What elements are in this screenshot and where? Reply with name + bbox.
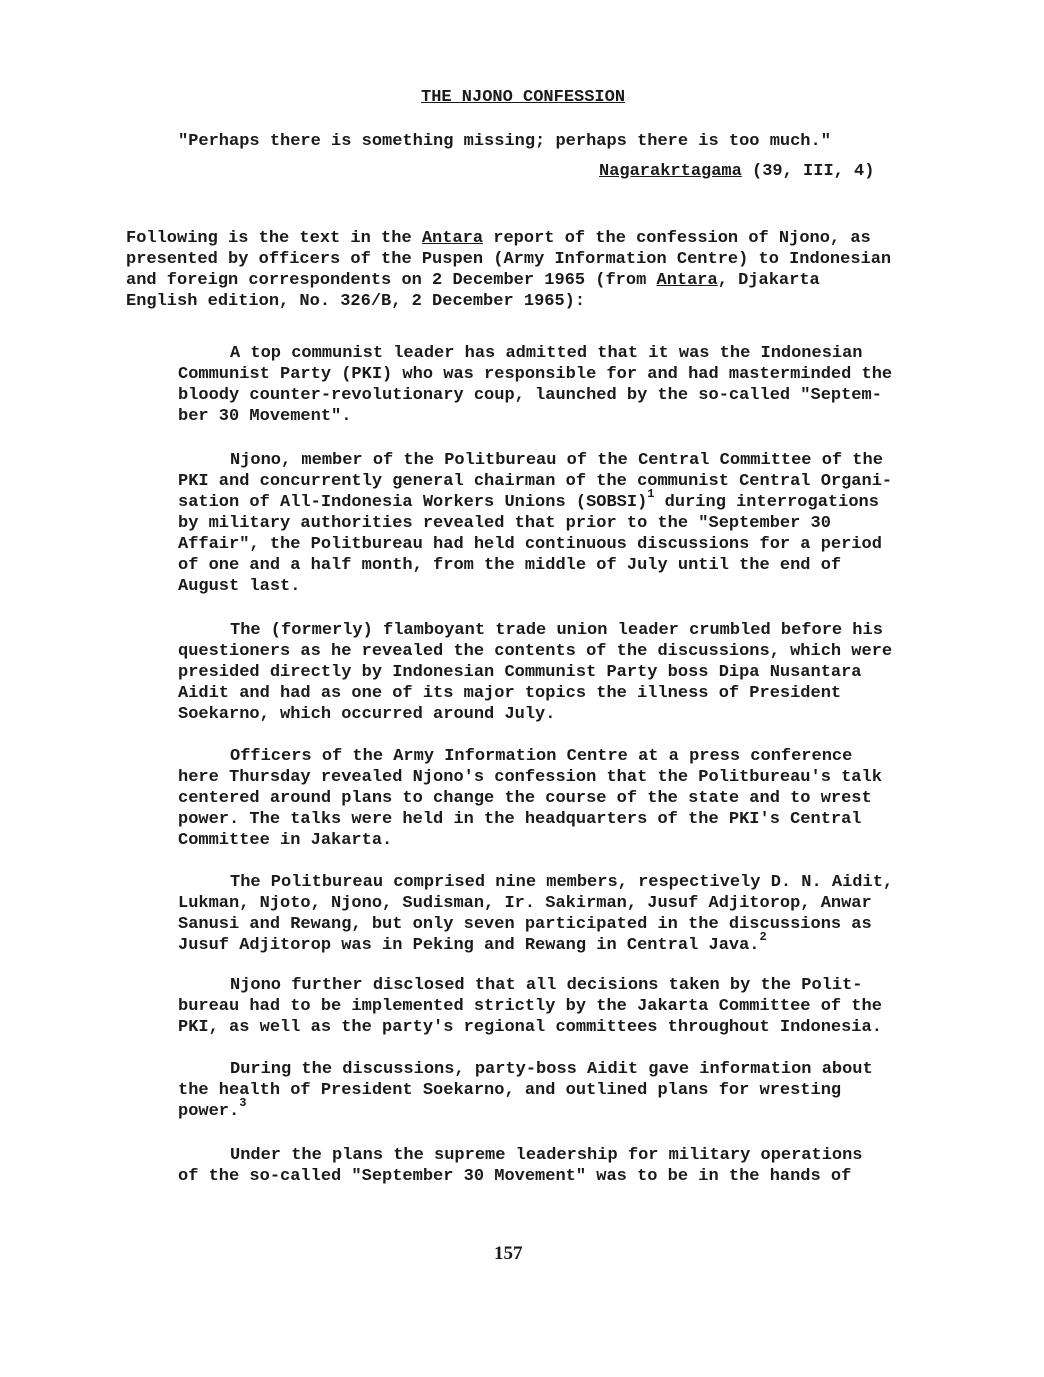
quote-paragraph-4 <box>178 746 923 851</box>
quote-paragraph-1 <box>178 343 923 427</box>
page-number: 157 <box>494 1243 523 1264</box>
paragraph-line: questioners as he revealed the contents of the discussions, which were <box>178 642 893 661</box>
paragraph-line: of the so-called "September 30 Movement" was to be in the hands of <box>178 1167 852 1186</box>
quote-paragraph-2 <box>178 450 923 597</box>
intro-line: English edition, No. 326/B, 2 December 1965): <box>126 292 586 311</box>
page-title: THE NJONO CONFESSION <box>421 88 626 107</box>
footnote-marker: 3 <box>239 1096 247 1111</box>
epigraph-source <box>599 162 874 181</box>
paragraph-line: Njono, member of the Politbureau of the Central Committee of the <box>230 451 883 470</box>
paragraph-line: Aidit and had as one of its major topics the illness of President <box>178 684 842 703</box>
intro-source-antara: Antara <box>421 229 484 248</box>
intro-text: report of the confession of Njono, as <box>483 229 871 248</box>
footnote-marker: 1 <box>647 487 655 502</box>
intro-text: , Djakarta <box>717 271 820 290</box>
paragraph-line: of one and a half month, from the middle of July until the end of <box>178 556 842 575</box>
paragraph-line: PKI, as well as the party's regional committees throughout Indonesia. <box>178 1018 882 1037</box>
paragraph-text: power. <box>178 1102 240 1121</box>
paragraph-line: The (formerly) flamboyant trade union leader crumbled before his <box>230 621 883 640</box>
paragraph-line: here Thursday revealed Njono's confession that the Politbureau's talk <box>178 768 882 787</box>
paragraph-line: August last. <box>178 577 301 596</box>
paragraph-line: Soekarno, which occurred around July. <box>178 705 556 724</box>
paragraph-line: by military authorities revealed that prior to the "September 30 <box>178 514 831 533</box>
quote-paragraph-8 <box>178 1145 923 1187</box>
paragraph-text: during interrogations <box>654 493 879 512</box>
paragraph-line: bloody counter-revolutionary coup, launched by the so-called "Septem- <box>178 386 882 405</box>
paragraph-line: Sanusi and Rewang, but only seven participated in the discussions as <box>178 915 872 934</box>
paragraph-text: Jusuf Adjitorop was in Peking and Rewang in Central Java. <box>178 936 760 955</box>
quote-paragraph-7 <box>178 1059 923 1122</box>
epigraph-source-ref: (39, III, 4) <box>752 162 875 181</box>
paragraph-line: Under the plans the supreme leadership for military operations <box>230 1146 863 1165</box>
paragraph-line: centered around plans to change the course of the state and to wrest <box>178 789 872 808</box>
paragraph-line: bureau had to be implemented strictly by the Jakarta Committee of the <box>178 997 882 1016</box>
intro-source-antara: Antara <box>656 271 718 290</box>
quote-paragraph-5 <box>178 872 923 956</box>
intro-text: Following is the text in the <box>126 229 422 248</box>
epigraph-source-work: Nagarakrtagama <box>599 162 742 181</box>
paragraph-line: Njono further disclosed that all decisions taken by the Polit- <box>230 976 863 995</box>
intro-line: presented by officers of the Puspen (Army Information Centre) to Indonesian <box>126 250 892 269</box>
paragraph-line: During the discussions, party-boss Aidit gave information about <box>230 1060 873 1079</box>
paragraph-line: Officers of the Army Information Centre at a press conference <box>230 747 853 766</box>
paragraph-line: power. The talks were held in the headquarters of the PKI's Central <box>178 810 862 829</box>
paragraph-line: A top communist leader has admitted that it was the Indonesian <box>230 344 863 363</box>
quote-paragraph-3 <box>178 620 923 725</box>
epigraph: "Perhaps there is something missing; perhaps there is too much." <box>178 132 831 151</box>
paragraph-line: PKI and concurrently general chairman of the communist Central Organi- <box>178 472 893 491</box>
paragraph-line: Communist Party (PKI) who was responsible for and had masterminded the <box>178 365 893 384</box>
quote-paragraph-6 <box>178 975 923 1038</box>
intro-paragraph <box>126 228 926 312</box>
paragraph-line: ber 30 Movement". <box>178 407 352 426</box>
paragraph-text: sation of All-Indonesia Workers Unions (SOBSI) <box>178 493 648 512</box>
paragraph-line: Lukman, Njoto, Njono, Sudisman, Ir. Sakirman, Jusuf Adjitorop, Anwar <box>178 894 872 913</box>
paragraph-line: The Politbureau comprised nine members, respectively D. N. Aidit, <box>230 873 894 892</box>
paragraph-line: presided directly by Indonesian Communist Party boss Dipa Nusantara <box>178 663 862 682</box>
intro-text: and foreign correspondents on 2 December 1965 (from <box>126 271 657 290</box>
paragraph-line: the health of President Soekarno, and outlined plans for wresting <box>178 1081 842 1100</box>
paragraph-line: Committee in Jakarta. <box>178 831 393 850</box>
footnote-marker: 2 <box>759 930 767 945</box>
paragraph-line: Affair", the Politbureau had held continuous discussions for a period <box>178 535 882 554</box>
